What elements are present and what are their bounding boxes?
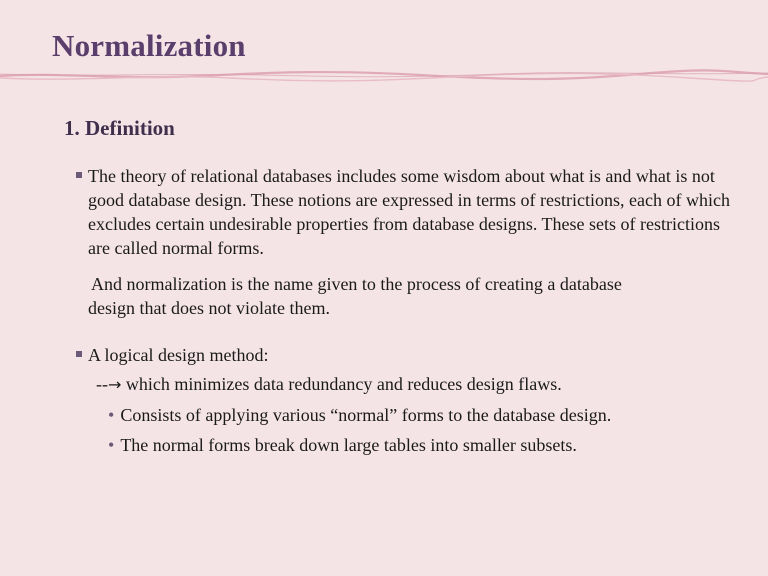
sub-bullet-1: [108, 403, 738, 427]
dot-bullet-icon: •: [108, 435, 115, 455]
bullet-2-text: A logical design method:: [88, 345, 269, 365]
section-heading: 1. Definition: [64, 116, 175, 140]
sub-bullet-2-text: The normal forms break down large tables into smaller subsets.: [120, 435, 577, 455]
dash-prefix: --: [96, 374, 108, 394]
paragraph-1-continuation: [88, 272, 738, 320]
right-arrow-icon: →: [108, 375, 122, 394]
slide-title: Normalization: [52, 28, 246, 63]
sub-arrow-text: which minimizes data redundancy and reduces design flaws.: [121, 374, 562, 394]
paragraph-1-cont-line-2: design that does not violate them.: [88, 298, 330, 318]
dot-bullet-icon: •: [108, 405, 115, 425]
square-bullet-icon: [76, 172, 82, 178]
paragraph-1-text: The theory of relational databases includes some wisdom about what is and what is not good database design. These notions are expressed in terms of restrictions, each of which excludes certain undesirable properties from database designs. These sets of restrictions are called normal forms.: [88, 166, 730, 258]
bullet-paragraph-2: [76, 343, 736, 367]
bullet-paragraph-1: [76, 164, 736, 260]
paragraph-1-cont-line-1: And normalization is the name given to the process of creating a database: [91, 274, 622, 294]
decorative-wave-line: [0, 64, 768, 88]
square-bullet-icon: [76, 351, 82, 357]
sub-item-arrow: [96, 372, 736, 397]
sub-bullet-1-text: Consists of applying various “normal” forms to the database design.: [120, 405, 612, 425]
sub-bullet-2: [108, 433, 738, 457]
